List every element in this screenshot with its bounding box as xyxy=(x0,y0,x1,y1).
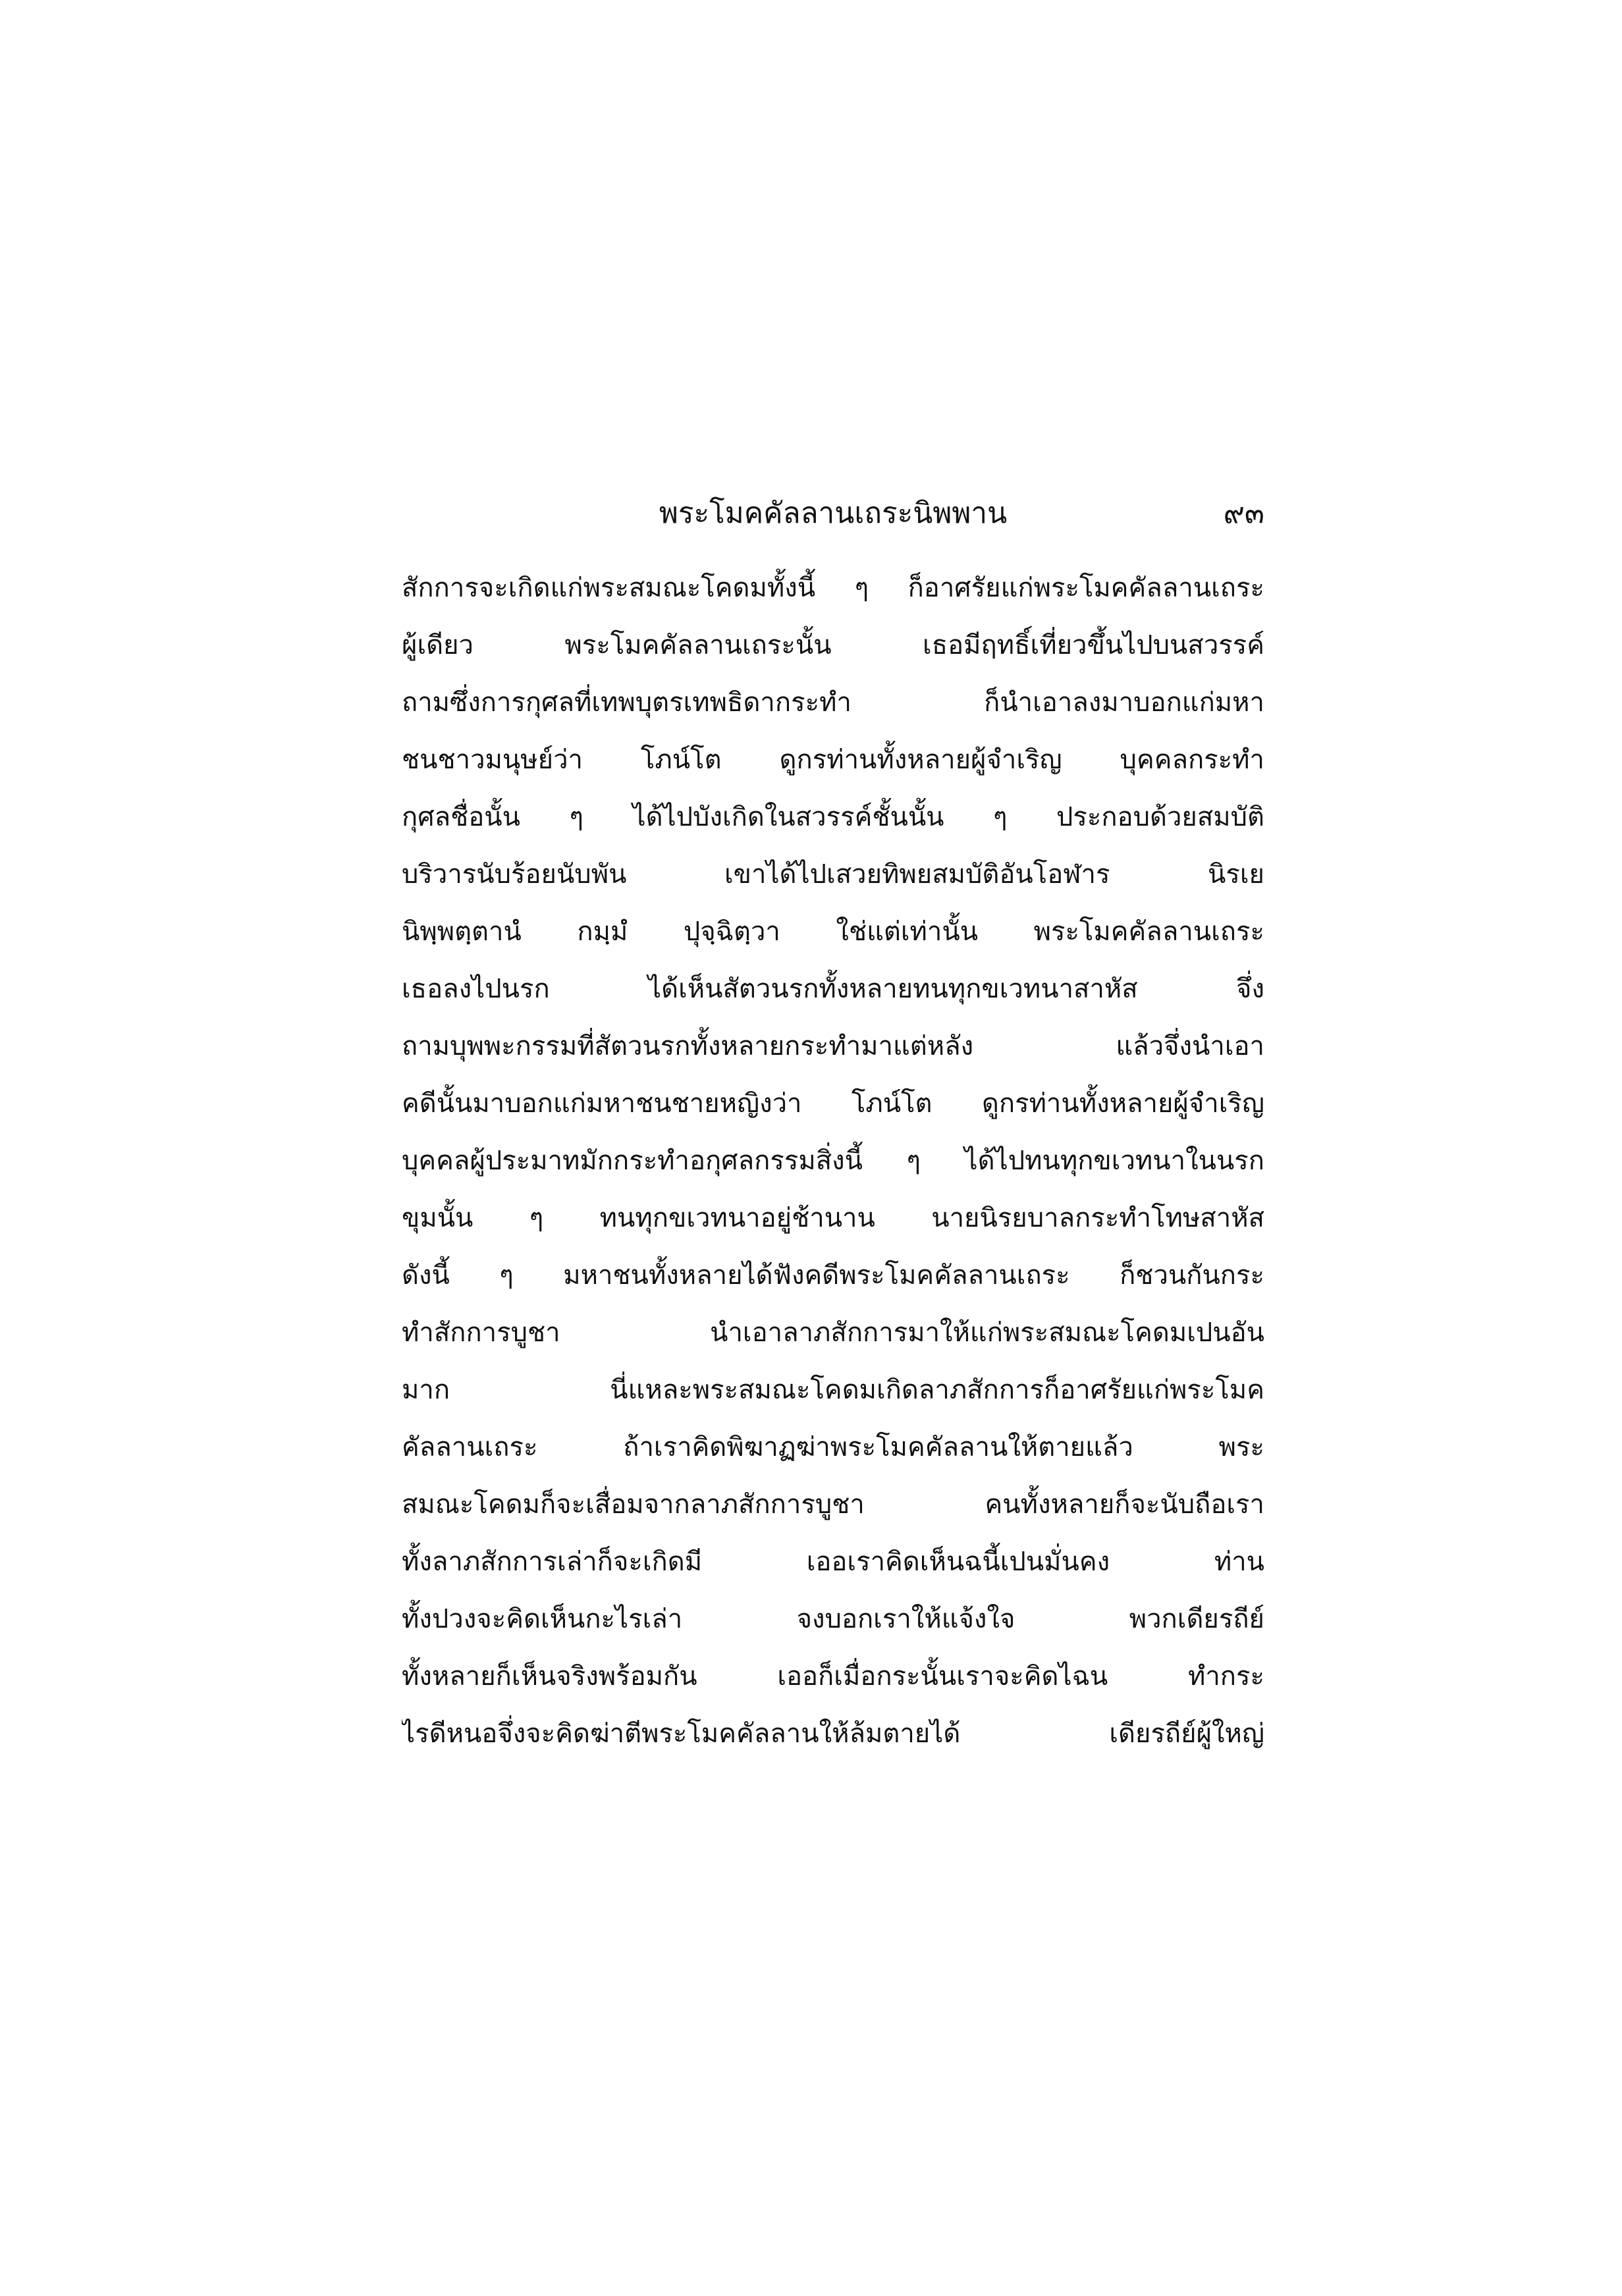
text-line: คัลลานเถระ ถ้าเราคิดพิฆาฏฆ่าพระโมคคัลลานให้ตายแล้ว พระ xyxy=(402,1432,1264,1462)
text-line: นิพฺพตฺตานํ กมฺมํ ปุจฺฉิตฺวา ใช่แต่เท่านั้น พระโมคคัลลานเถระ xyxy=(402,917,1264,947)
text-line: ทั้งลาภสักการเล่าก็จะเกิดมี เออเราคิดเห็นฉนี้เปนมั่นคง ท่าน xyxy=(402,1547,1264,1577)
text-line: ชนชาวมนุษย์ว่า โภน์โต ดูกรท่านทั้งหลายผู้จำเริญ บุคคลกระทำ xyxy=(402,745,1264,775)
text-line: ดังนี้ ๆ มหาชนทั้งหลายได้ฟังคดีพระโมคคัลลานเถระ ก็ชวนกันกระ xyxy=(402,1260,1264,1291)
text-line: มาก นี่แหละพระสมณะโคดมเกิดลาภสักการก็อาศรัยแก่พระโมค xyxy=(402,1375,1264,1405)
text-line: ทำสักการบูชา นำเอาลาภสักการมาให้แก่พระสมณะโคดมเปนอัน xyxy=(402,1318,1264,1348)
text-line: เธอลงไปนรก ได้เห็นสัตวนรกทั้งหลายทนทุกขเวทนาสาหัส จึ่ง xyxy=(402,974,1264,1004)
text-line: ผู้เดียว พระโมคคัลลานเถระนั้น เธอมีฤทธิ์เที่ยวขึ้นไปบนสวรรค์ xyxy=(402,630,1264,660)
text-line: ไรดีหนอจึ่งจะคิดฆ่าตีพระโมคคัลลานให้ล้มตายได้ เดียรถีย์ผู้ใหญ่ xyxy=(402,1719,1264,1749)
text-line: ถามบุพพะกรรมที่สัตวนรกทั้งหลายกระทำมาแต่หลัง แล้วจึ่งนำเอา xyxy=(402,1031,1264,1061)
text-line: สักการจะเกิดแก่พระสมณะโคดมทั้งนี้ ๆ ก็อาศรัยแก่พระโมคคัลลานเถระ xyxy=(402,573,1264,603)
body-text xyxy=(402,560,1264,1763)
text-line: บุคคลผู้ประมาทมักกระทำอกุศลกรรมสิ่งนี้ ๆ ได้ไปทนทุกขเวทนาในนรก xyxy=(402,1146,1264,1176)
text-line: สมณะโคดมก็จะเสื่อมจากลาภสักการบูชา คนทั้งหลายก็จะนับถือเรา xyxy=(402,1489,1264,1520)
text-line: ขุมนั้น ๆ ทนทุกขเวทนาอยู่ช้านาน นายนิรยบาลกระทำโทษสาหัส xyxy=(402,1203,1264,1233)
text-line: ทั้งหลายก็เห็นจริงพร้อมกัน เออก็เมื่อกระนั้นเราจะคิดไฉน ทำกระ xyxy=(402,1661,1264,1692)
text-line: ทั้งปวงจะคิดเห็นกะไรเล่า จงบอกเราให้แจ้งใจ พวกเดียรถีย์ xyxy=(402,1604,1264,1634)
text-line: กุศลชื่อนั้น ๆ ได้ไปบังเกิดในสวรรค์ชั้นนั้น ๆ ประกอบด้วยสมบัติ xyxy=(402,802,1264,832)
text-line: ถามซึ่งการกุศลที่เทพบุตรเทพธิดากระทำ ก็นำเอาลงมาบอกแก่มหา xyxy=(402,687,1264,718)
page-number: ๙๓ xyxy=(1223,496,1264,530)
text-line: คดีนั้นมาบอกแก่มหาชนชายหญิงว่า โภน์โต ดูกรท่านทั้งหลายผู้จำเริญ xyxy=(402,1088,1264,1119)
text-line: บริวารนับร้อยนับพัน เขาได้ไปเสวยทิพยสมบัติอันโอฬาร นิรเย xyxy=(402,859,1264,890)
running-head xyxy=(402,487,1264,540)
running-title: พระโมคคัลลานเถระนิพพาน xyxy=(659,496,1008,530)
